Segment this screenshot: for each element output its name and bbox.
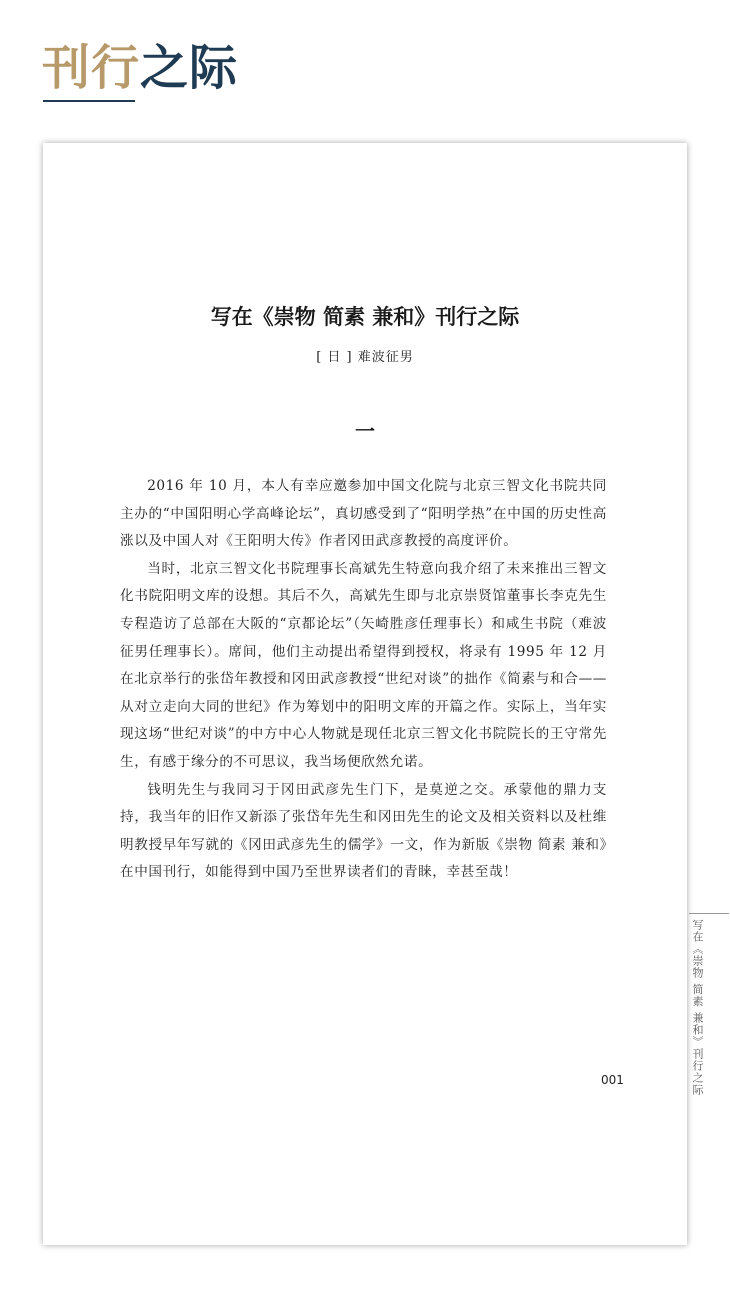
header-title-navy: 之际 xyxy=(140,40,239,96)
section-number: 一 xyxy=(355,419,375,443)
header-underline xyxy=(43,100,135,102)
running-title: 写在《崇物 简素 兼和》刊行之际 xyxy=(691,919,704,1096)
body-text xyxy=(120,473,607,887)
author-line: [ 日 ] 难波征男 xyxy=(316,350,414,365)
paragraph: 2016 年 10 月，本人有幸应邀参加中国文化院与北京三智文化书院共同主办的“中国阳明心学高峰论坛”，真切感受到了“阳明学热”在中国的历史性高涨以及中国人对《王阳明大传》作者冈田武彦教授的高度评价。 xyxy=(120,478,607,550)
page-title: 写在《崇物 简素 兼和》刊行之际 xyxy=(210,304,520,329)
page-number: 001 xyxy=(601,1073,624,1087)
paragraph: 当时，北京三智文化书院理事长高斌先生特意向我介绍了未来推出三智文化书院阳明文库的设想。其后不久，高斌先生即与北京崇贤馆董事长李克先生专程造访了总部在大阪的“京都论坛”（矢崎胜彦任理事长）和咸生书院（难波征男任理事长）。席间，他们主动提出希望得到授权，将录有 1995 年 12 月在北京举行的张岱年教授和冈田武彦教授“世纪对谈”的拙作《简素与和合——从对立走向大同的世纪》作为筹划中的阳明文库的开篇之作。实际上，当年实现这场“世纪对谈”的中方中心人物就是现任北京三智文化书院院长的王守常先生，有感于缘分的不可思议，我当场便欣然允诺。 xyxy=(120,560,607,770)
header-title xyxy=(42,38,238,98)
running-title-divider xyxy=(689,913,729,914)
book-page xyxy=(43,143,704,1245)
paragraph: 钱明先生与我同习于冈田武彦先生门下，是莫逆之交。承蒙他的鼎力支持，我当年的旧作又新添了张岱年先生和冈田先生的论文及相关资料以及杜维明教授早年写就的《冈田武彦先生的儒学》一文，作为新版《崇物 简素 兼和》在中国刊行，如能得到中国乃至世界读者们的青睐，幸甚至哉！ xyxy=(120,781,607,881)
header-title-gold: 刊行 xyxy=(42,40,141,96)
